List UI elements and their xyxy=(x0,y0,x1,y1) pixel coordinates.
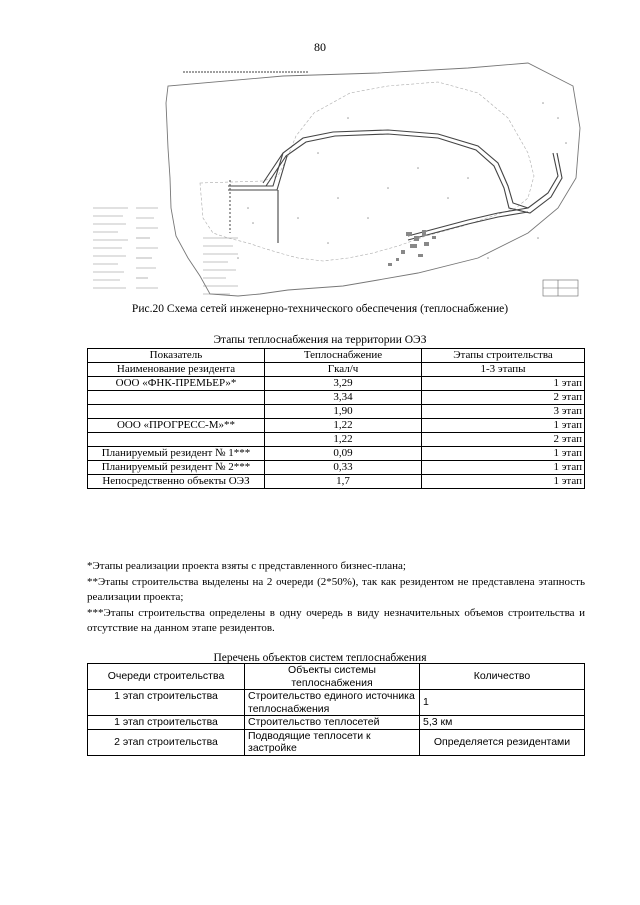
header-heat-objects: Объекты системы теплоснабжения xyxy=(245,664,420,690)
construction-stage: 2 этап строительства xyxy=(88,729,245,755)
stage: 3 этап xyxy=(422,405,585,419)
resident-name: Планируемый резидент № 2*** xyxy=(88,461,265,475)
header-heat-supply: Теплоснабжение xyxy=(265,349,422,363)
map-legend xyxy=(93,208,238,294)
stage: 1 этап xyxy=(422,461,585,475)
table-row xyxy=(88,391,585,405)
heat-object: Строительство единого источника теплоснабжения xyxy=(245,690,420,716)
heat-object: Подводящие теплосети к застройке xyxy=(245,729,420,755)
table-row xyxy=(88,419,585,433)
heat-objects-table-title: Перечень объектов систем теплоснабжения xyxy=(213,652,427,664)
heat-value: 1,22 xyxy=(265,419,422,433)
heat-stages-table-title: Этапы теплоснабжения на территории ОЭЗ xyxy=(213,334,427,346)
quantity: 1 xyxy=(420,690,585,716)
resident-name: ООО «ПРОГРЕСС-М»** xyxy=(88,419,265,433)
map-drawing xyxy=(88,58,583,300)
table-row xyxy=(88,475,585,489)
footnotes xyxy=(87,559,585,637)
resident-name xyxy=(88,433,265,447)
units-gcal: Гкал/ч xyxy=(265,363,422,377)
table-row xyxy=(88,461,585,475)
heat-object: Строительство теплосетей xyxy=(245,716,420,730)
header-quantity: Количество xyxy=(420,664,585,690)
stage: 1 этап xyxy=(422,377,585,391)
page-number: 80 xyxy=(314,40,326,54)
footnote-2: **Этапы строительства выделены на 2 очереди (2*50%), так как резидентом не представлена этапность реализации проекта; xyxy=(87,575,585,603)
table-row xyxy=(88,377,585,391)
figure-caption: Рис.20 Схема сетей инженерно-технического обеспечения (теплоснабжение) xyxy=(131,303,509,315)
heat-value: 0,09 xyxy=(265,447,422,461)
resident-name xyxy=(88,405,265,419)
units-resident-name: Наименование резидента xyxy=(88,363,265,377)
stage: 1 этап xyxy=(422,475,585,489)
resident-name: Планируемый резидент № 1*** xyxy=(88,447,265,461)
resident-name xyxy=(88,391,265,405)
table-row xyxy=(88,447,585,461)
construction-stage: 1 этап строительства xyxy=(88,716,245,730)
territory-outline xyxy=(166,63,580,296)
table-row xyxy=(88,690,585,716)
heat-value: 1,7 xyxy=(265,475,422,489)
table-row xyxy=(88,729,585,755)
footnote-3: ***Этапы строительства определены в одну очередь в виду незначительных объемов строительства и отсутствие на данном этапе резидентов. xyxy=(87,606,585,634)
construction-stage: 1 этап строительства xyxy=(88,690,245,716)
quantity: Определяется резидентами xyxy=(420,729,585,755)
heat-value: 1,22 xyxy=(265,433,422,447)
resident-name: Непосредственно объекты ОЭЗ xyxy=(88,475,265,489)
table-row xyxy=(88,433,585,447)
heat-network-line xyxy=(228,130,562,243)
heat-value: 0,33 xyxy=(265,461,422,475)
resident-name: ООО «ФНК-ПРЕМЬЕР»* xyxy=(88,377,265,391)
drawing-stamp xyxy=(543,280,578,296)
map-detail-dots xyxy=(237,102,567,259)
header-construction-stages: Очереди строительства xyxy=(88,664,245,690)
header-indicator: Показатель xyxy=(88,349,265,363)
header-stages: Этапы строительства xyxy=(422,349,585,363)
stage: 1 этап xyxy=(422,447,585,461)
heat-stages-table xyxy=(87,348,585,489)
table-header-row xyxy=(88,664,585,690)
heat-value: 3,34 xyxy=(265,391,422,405)
heat-objects-table xyxy=(87,663,585,756)
quantity: 5,3 км xyxy=(420,716,585,730)
stage: 2 этап xyxy=(422,433,585,447)
heat-supply-network-map xyxy=(88,58,583,300)
heat-value: 1,90 xyxy=(265,405,422,419)
stage: 1 этап xyxy=(422,419,585,433)
units-stages: 1-3 этапы xyxy=(422,363,585,377)
stage: 2 этап xyxy=(422,391,585,405)
table-header-row xyxy=(88,349,585,363)
footnote-1: *Этапы реализации проекта взяты с представленного бизнес-плана; xyxy=(87,560,406,572)
table-row xyxy=(88,405,585,419)
heat-value: 3,29 xyxy=(265,377,422,391)
table-units-row xyxy=(88,363,585,377)
table-row xyxy=(88,716,585,730)
